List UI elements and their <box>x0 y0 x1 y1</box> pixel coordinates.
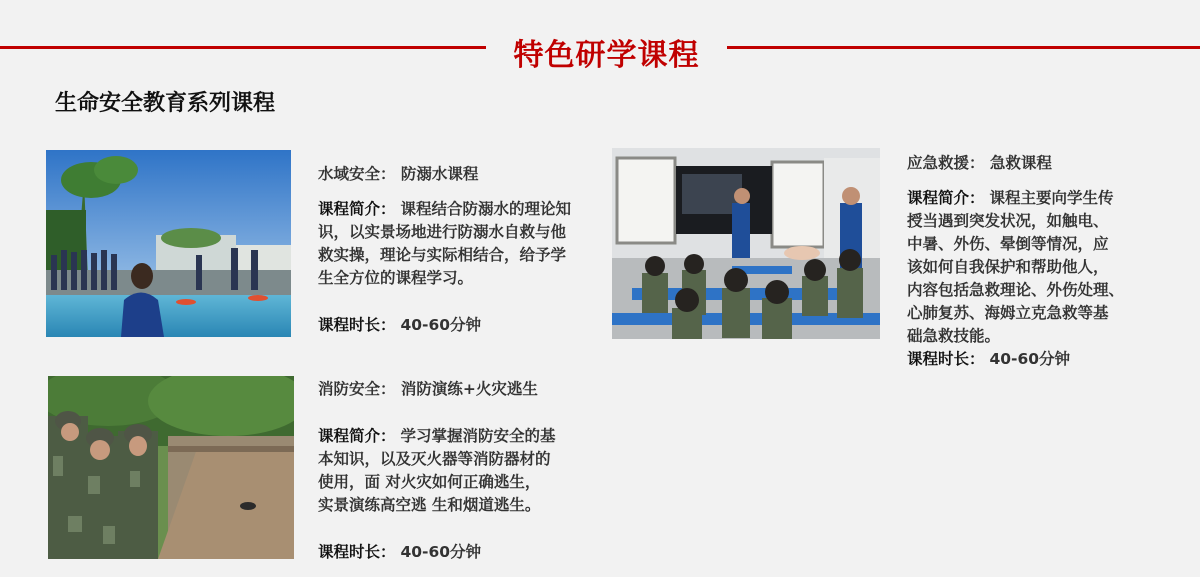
intro-line: 使用，面 对火灾如何正确逃生， <box>318 473 541 491</box>
intro-line: 授当遇到突发状况，如触电、 <box>907 212 1109 230</box>
first-aid-class-photo <box>612 148 880 339</box>
intro-line: 实景演练高空逃 生和烟道逃生。 <box>318 496 541 514</box>
duration-value: 40-60分钟 <box>400 543 482 561</box>
intro-line: 心肺复苏、海姆立克急救等基 <box>907 304 1109 322</box>
header-line-left <box>0 46 486 49</box>
intro-line: 中暑、外伤、晕倒等情况，应 <box>907 235 1109 253</box>
intro-label: 课程简介： <box>318 427 396 445</box>
section-title: 生命安全教育系列课程 <box>55 91 276 116</box>
intro-line: 救实操，理论与实际相结合，给予学 <box>318 246 567 264</box>
course-duration <box>318 541 593 564</box>
header-line-right <box>727 46 1200 49</box>
intro-line: 该如何自我保护和帮助他人， <box>907 258 1109 276</box>
course-emergency-rescue <box>907 152 1167 371</box>
course-duration <box>907 348 1167 371</box>
duration-value: 40-60分钟 <box>989 350 1071 368</box>
intro-line: 识，以实景场地进行防溺水自救与他 <box>318 223 567 241</box>
course-intro <box>318 198 593 290</box>
course-title: 水域安全： 防溺水课程 <box>318 165 479 183</box>
course-intro <box>318 425 593 517</box>
duration-label: 课程时长： <box>907 350 985 368</box>
duration-label: 课程时长： <box>318 316 396 334</box>
course-title: 消防安全： 消防演练+火灾逃生 <box>318 380 538 398</box>
intro-line: 内容包括急救理论、外伤处理、 <box>907 281 1125 299</box>
header-title: 特色研学课程 <box>513 38 700 73</box>
intro-line: 本知识，以及灭火器等消防器材的 <box>318 450 551 468</box>
intro-line: 课程结合防溺水的理论知 <box>400 200 571 218</box>
intro-line: 生全方位的课程学习。 <box>318 269 474 287</box>
course-duration <box>318 314 593 337</box>
course-water-safety <box>318 163 593 337</box>
duration-label: 课程时长： <box>318 543 396 561</box>
swimming-pool-photo <box>46 150 291 337</box>
course-intro <box>907 187 1167 348</box>
intro-label: 课程简介： <box>907 189 985 207</box>
intro-line: 学习掌握消防安全的基 <box>400 427 556 445</box>
intro-line: 础急救技能。 <box>907 327 1001 345</box>
fire-drill-photo <box>48 376 294 559</box>
duration-value: 40-60分钟 <box>400 316 482 334</box>
intro-label: 课程简介： <box>318 200 396 218</box>
course-title: 应急救援： 急救课程 <box>907 154 1052 172</box>
intro-line: 课程主要向学生传 <box>989 189 1114 207</box>
course-fire-safety <box>318 378 593 564</box>
